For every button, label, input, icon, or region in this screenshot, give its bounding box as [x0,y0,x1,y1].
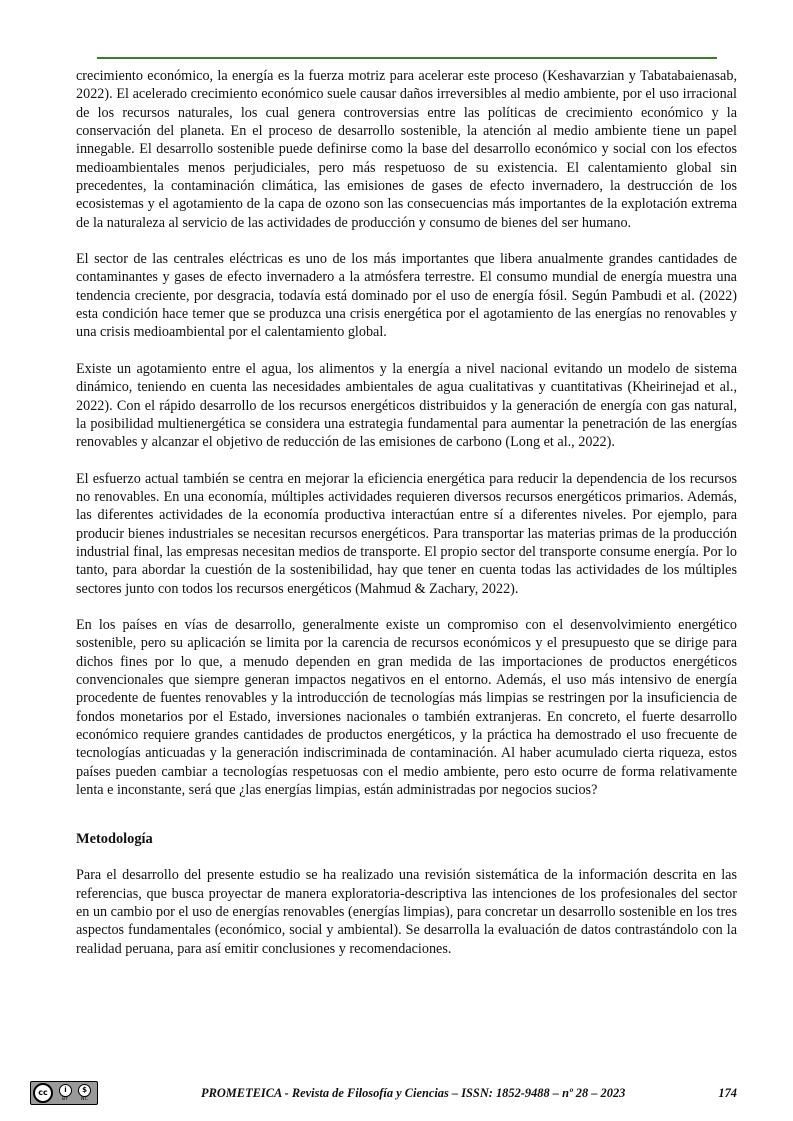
header-rule [97,57,717,59]
attribution-icon: i [59,1084,72,1097]
page-body [76,67,737,976]
body-paragraph-2: El sector de las centrales eléctricas es uno de los más importantes que libera anualmente grandes cantidades de contaminantes y gases de efecto invernadero a la atmósfera terrestre. El consumo mundial de energía muestra una tendencia creciente, por desgracia, todavía está dominado por el uso de energía fósil. Según Pambudi et al. (2022) esta condición hace temer que se produzca una crisis energética por el agotamiento de las energías no renovables y una crisis medioambiental por el calentamiento global. [76,251,737,341]
journal-citation: PROMETEICA - Revista de Filosofía y Ciencias – ISSN: 1852-9488 – nº 28 – 2023 [201,1086,626,1100]
body-paragraph-3: Existe un agotamiento entre el agua, los alimentos y la energía a nivel nacional evitando un modelo de sistema dinámico, teniendo en cuenta las necesidades ambientales de agua cualitativas y cuantitativas (Kheirinejad et al., 2022). Con el rápido desarrollo de los recursos energéticos distribuidos y la generación de energía con gas natural, la posibilidad multienergética se considera una estrategia fundamental para aumentar la penetración de las energías renovables y alcanzar el objetivo de reducción de las emisiones de carbono (Long et al., 2022). [76,360,737,451]
cc-license-icon[interactable] [30,1081,98,1105]
page-number: 174 [718,1086,737,1100]
nc-label-icon: NC [81,1097,89,1102]
noncommercial-icon: $ [78,1084,91,1097]
body-paragraph-4: El esfuerzo actual también se centra en mejorar la eficiencia energética para reducir la dependencia de los recursos no renovables. En una economía, múltiples actividades requieren diversos recursos energéticos primarios. Además, las diferentes actividades de la economía productiva interactúan entre sí a diferentes niveles. Por ejemplo, para producir bienes industriales se necesitan recursos energéticos. Para transportar las materias primas de la producción industrial final, las empresas necesitan medios de transporte. El propio sector del transporte consume energía. Por lo tanto, para abordar la cuestión de la sostenibilidad, hay que tener en cuenta todas las actividades de los múltiples sectores junto con todos los recursos energéticos (Mahmud & Zachary, 2022). [76,470,737,597]
body-paragraph-5: En los países en vías de desarrollo, generalmente existe un compromiso con el desenvolvimiento energético sostenible, pero su aplicación se limita por la carencia de recursos económicos y el presupuesto que se dirige para dichos fines por lo que, a menudo dependen en gran medida de las importaciones de productos energéticos convencionales que siempre generan impactos negativos en el entorno. Además, el uso más intensivo de energía procedente de fuentes renovables y la introducción de tecnologías más limpias se restringen por la insuficiencia de fondos monetarios por el Estado, inversiones nacionales o también extranjeras. En concreto, el fuerte desarrollo económico requiere grandes cantidades de productos energéticos, y la práctica ha demostrado el uso frecuente de tecnologías anticuadas y la generación indiscriminada de contaminación. Al haber acumulado cierta riqueza, estos países pueden cambiar a tecnologías respetuosas con el medio ambiente, pero esto ocurre de forma relativamente lenta e inconstante, será que ¿las energías limpias, están administradas por negocios sucios? [76,616,737,799]
page-footer [30,1081,737,1107]
by-label-icon: BY [62,1097,69,1102]
section-heading: Metodología [76,831,153,848]
section-paragraph: Para el desarrollo del presente estudio se ha realizado una revisión sistemática de la información descrita en las referencias, que busca proyectar de manera exploratoria-descriptiva las intenciones de los profesionales del sector en un cambio por el uso de energías renovables (energías limpias), para concretar un desarrollo sostenible en los tres aspectos fundamentales (económico, social y ambiental). Se desarrolla la evaluación de datos contrastándolo con la realidad peruana, para así emitir conclusiones y recomendaciones. [76,867,737,957]
body-paragraph-1: crecimiento económico, la energía es la fuerza motriz para acelerar este proceso (Keshavarzian y Tabatabaienasab, 2022). El acelerado crecimiento económico suele causar daños irreversibles al medio ambiente, por el uso irracional de los recursos naturales, los cual genera controversias entre las políticas de crecimiento económico y la conservación del planeta. En el proceso de desarrollo sostenible, la atención al medio ambiente tiene un papel innegable. El desarrollo sostenible puede definirse como la base del desarrollo económico y social con los efectos medioambientales menos perjudiciales, pero más respetuoso de su existencia. El calentamiento global sin precedentes, la contaminación climática, las emisiones de gases de efecto invernadero, la destrucción de los ecosistemas y el agotamiento de la capa de ozono son las consecuencias más importantes de la explotación extrema de la naturaleza al servicio de las actividades de producción y consumo de bienes del ser humano. [76,68,737,231]
cc-logo-icon: cc [33,1083,53,1103]
